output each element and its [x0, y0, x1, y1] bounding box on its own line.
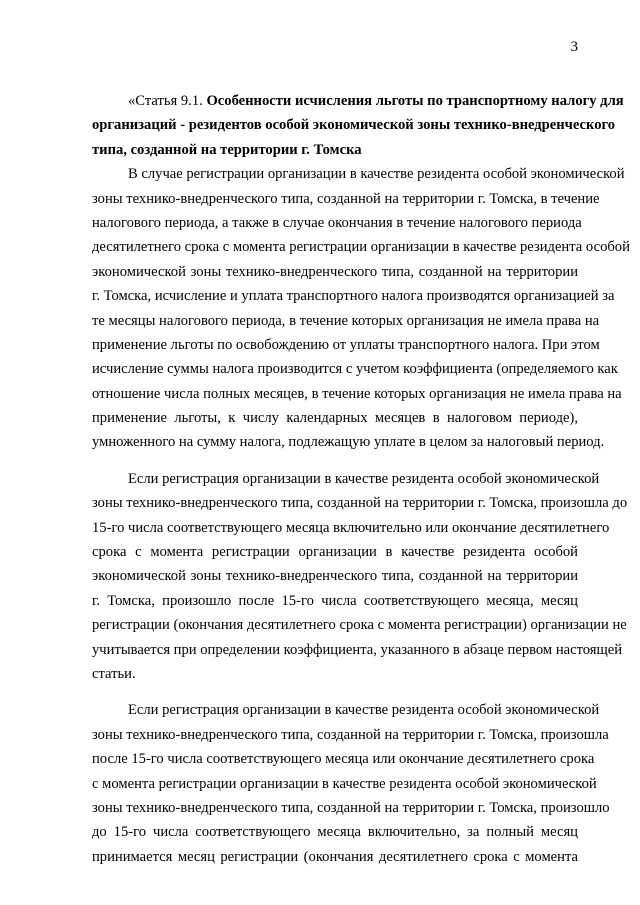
- text-line: применение льготы по освобождению от уплаты транспортного налога. При этом: [92, 336, 600, 353]
- heading-line: типа, созданной на территории г. Томска: [92, 141, 362, 158]
- text-line: срока с момента регистрации организации в качестве резидента особой: [92, 544, 578, 561]
- text-line: В случае регистрации организации в качестве резидента особой экономической: [128, 166, 625, 183]
- text-line: с момента регистрации организации в качестве резидента особой экономической: [92, 775, 597, 792]
- text-line: отношение числа полных месяцев, в течение которых организация не имела права на: [92, 385, 622, 402]
- text-line: принимается месяц регистрации (окончания десятилетнего срока с момента: [92, 848, 578, 865]
- text-line: налогового периода, а также в случае окончания в течение налогового периода: [92, 214, 582, 231]
- heading-line: организаций - резидентов особой экономической зоны технико-внедренческого: [92, 117, 616, 134]
- text-line: умноженного на сумму налога, подлежащую уплате в целом за налоговый период.: [92, 434, 605, 451]
- text-line: регистрации (окончания десятилетнего срока с момента регистрации) организации не: [92, 617, 627, 634]
- text-line: зоны технико-внедренческого типа, созданной на территории г. Томска, произошло: [92, 799, 610, 816]
- article-title: Особенности исчисления льготы по транспортному налогу для: [206, 93, 624, 109]
- text-line: до 15-го числа соответствующего месяца включительно, за полный месяц: [92, 824, 578, 841]
- text-line: зоны технико-внедренческого типа, созданной на территории г. Томска, произошла до: [92, 495, 628, 512]
- article-heading: [92, 89, 624, 162]
- article-number: «Статья 9.1.: [128, 93, 207, 109]
- text-line: исчисление суммы налога производится с учетом коэффициента (определяемого как: [92, 361, 618, 378]
- text-line: г. Томска, исчисление и уплата транспортного налога производятся организацией за: [92, 288, 615, 305]
- text-line: экономической зоны технико-внедренческого типа, созданной на территории: [92, 568, 578, 585]
- text-line: применение льготы, к числу календарных месяцев в налоговом периоде),: [92, 410, 578, 427]
- text-line: статьи.: [92, 665, 136, 682]
- paragraph: [92, 467, 628, 687]
- paragraph: [92, 698, 610, 869]
- page-number: 3: [570, 39, 578, 55]
- text-line: 15-го числа соответствующего месяца включительно или окончание десятилетнего: [92, 519, 610, 536]
- document-body: [92, 89, 630, 881]
- text-line: Если регистрация организации в качестве резидента особой экономической: [128, 470, 600, 487]
- paragraph: [92, 162, 630, 455]
- text-line: зоны технико-внедренческого типа, созданной на территории г. Томска, произошла: [92, 726, 609, 743]
- text-line: г. Томска, произошло после 15-го числа соответствующего месяца, месяц: [92, 592, 578, 609]
- heading-line: [92, 89, 624, 113]
- text-line: зоны технико-внедренческого типа, созданной на территории г. Томска, в течение: [92, 190, 600, 207]
- text-line: те месяцы налогового периода, в течение которых организация не имела права на: [92, 312, 600, 329]
- text-line: экономической зоны технико-внедренческого типа, созданной на территории: [92, 263, 578, 280]
- text-line: учитывается при определении коэффициента, указанного в абзаце первом настоящей: [92, 641, 623, 658]
- text-line: Если регистрация организации в качестве резидента особой экономической: [128, 702, 600, 719]
- text-line: десятилетнего срока с момента регистрации организации в качестве резидента особой: [92, 239, 630, 256]
- text-line: после 15-го числа соответствующего месяца или окончание десятилетнего срока: [92, 751, 595, 768]
